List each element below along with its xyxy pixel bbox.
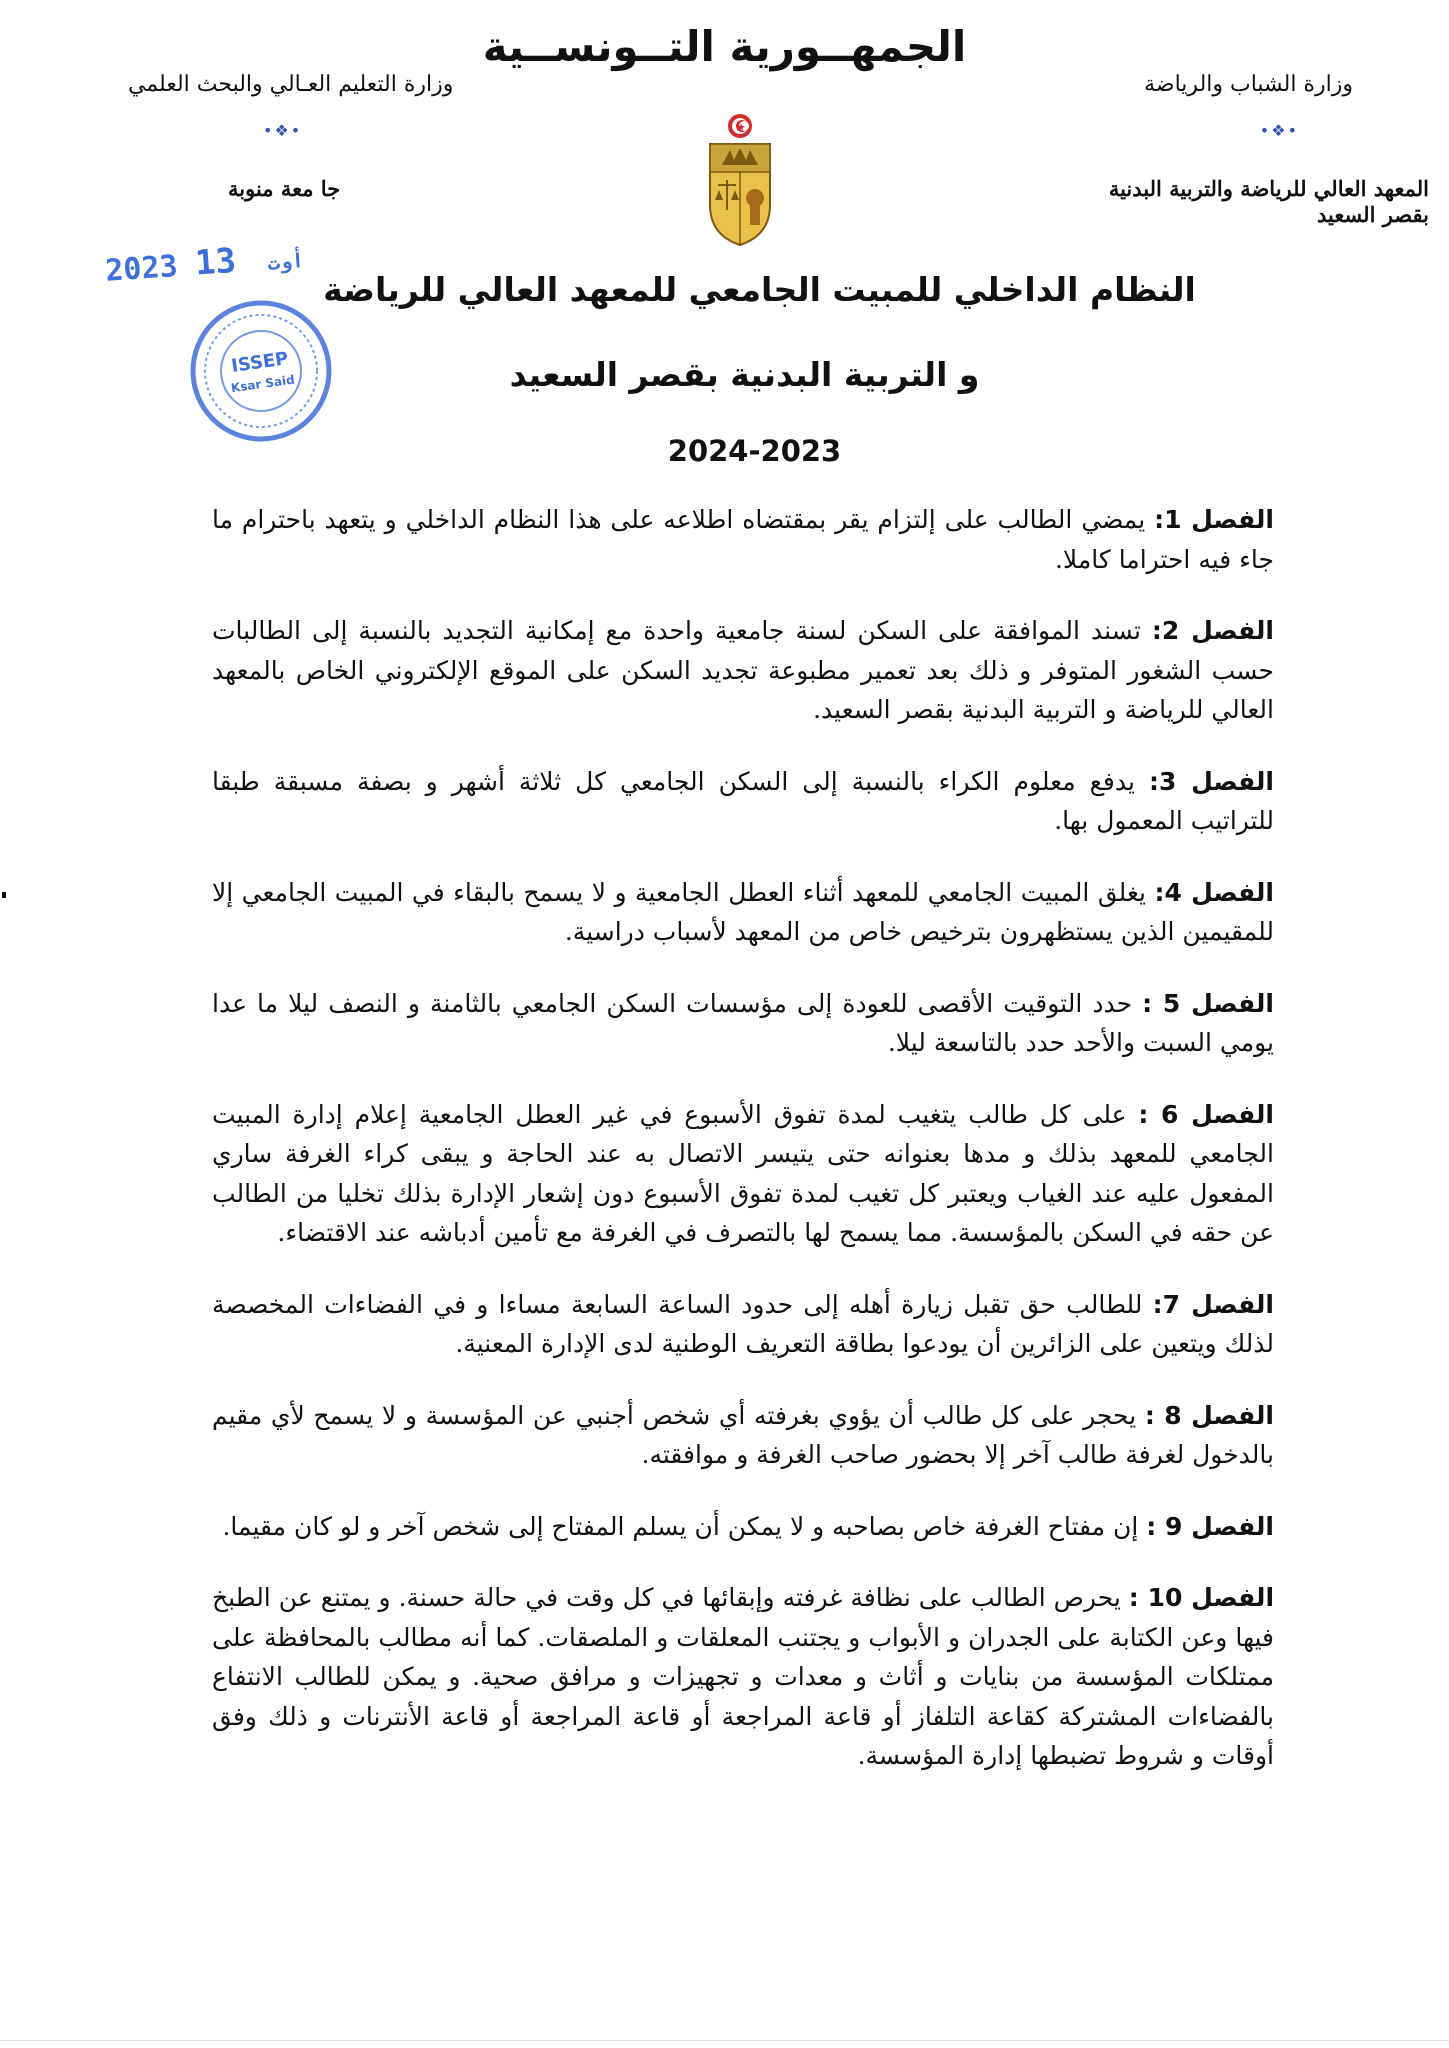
article-text: يدفع معلوم الكراء بالنسبة إلى السكن الجامعي كل ثلاثة أشهر و بصفة مسبقة طبقا للتراتيب المعمول بها. [212, 766, 1274, 835]
article-text: يمضي الطالب على إلتزام يقر بمقتضاه اطلاعه على هذا النظام الداخلي و يتعهد باحترام ما جاء فيه احتراما كاملا. [212, 505, 1274, 574]
article-text: حدد التوقيت الأقصى للعودة إلى مؤسسات السكن الجامعي بالثامنة و النصف ليلا ما عدا يومي السبت والأحد حدد بالتاسعة ليلا. [212, 988, 1274, 1057]
article-text: يحجر على كل طالب أن يؤوي بغرفته أي شخص أجنبي عن المؤسسة و لا يسمح لأي مقيم بالدخول لغرفة طالب آخر إلا بحضور صاحب الغرفة و موافقته. [212, 1400, 1274, 1469]
institute-line1: المعهد العالي للرياضة والتربية البدنية [1108, 176, 1429, 201]
republic-heading: الجمهــورية التــونســية [482, 22, 967, 71]
article-label: الفصل 2: [1151, 616, 1274, 645]
stamp-month: أوت [266, 248, 305, 275]
article-8 [212, 1396, 1274, 1475]
ministry-higher-education: وزارة التعليم العـالي والبحث العلمي [128, 72, 454, 97]
article-5 [212, 984, 1274, 1063]
article-label: الفصل 10 : [1128, 1583, 1275, 1612]
article-9 [212, 1507, 1274, 1547]
scan-margin-mark [2, 892, 6, 898]
article-2 [212, 611, 1274, 730]
article-label: الفصل 8 : [1144, 1400, 1274, 1430]
article-3 [212, 762, 1274, 841]
article-7 [212, 1285, 1274, 1364]
article-label: الفصل 3: [1148, 766, 1274, 796]
article-text: يغلق المبيت الجامعي للمعهد أثناء العطل الجامعية و لا يسمح بالبقاء في المبيت الجامعي إلا للمقيمين الذين يستظهرون بترخيص خاص من المعهد لأسباب دراسية. [212, 877, 1274, 946]
stamp-day: 13 [193, 240, 238, 284]
seal-text-top: ISSEP [229, 348, 290, 377]
document-title-line1: النظام الداخلي للمبيت الجامعي للمعهد العالي للرياضة [323, 270, 1196, 309]
institute-line2: بقصر السعيد [1316, 202, 1429, 227]
scan-bottom-edge [0, 2040, 1449, 2041]
academic-year: 2024-2023 [667, 434, 842, 468]
article-label: الفصل 1: [1154, 505, 1275, 534]
stamp-year: 2023 [104, 248, 179, 289]
article-label: الفصل 7: [1152, 1289, 1275, 1319]
university-name: جا معة منوبة [228, 176, 341, 201]
ornament-right: •❖• [1259, 121, 1299, 140]
article-label: الفصل 6 : [1138, 1099, 1274, 1129]
articles-body [212, 500, 1274, 1808]
coat-of-arms-icon [700, 110, 780, 250]
article-text: إن مفتاح الغرفة خاص بصاحبه و لا يمكن أن يسلم المفتاح إلى شخص آخر و لو كان مقيما. [222, 1511, 1147, 1541]
article-text: يحرص الطالب على نظافة غرفته وإبقائها في كل وقت في حالة حسنة. و يمتنع عن الطبخ فيها وعن الكتابة على الجدران و الأبواب و يجتنب المعلقات و الملصقات. كما أنه مطالب بالمحافظة على ممتلكات المؤسسة من بنايات و أثاث و معدات و تجهيزات و مرافق صحية. و يمكن للطالب الانتفاع بالفضاءات المشتركة كقاعة التلفاز أو قاعة المراجعة أو قاعة المراجعة أو قاعة الأنترنات و ذلك وفق أوقات و شروط تضبطها إدارة المؤسسة. [212, 1583, 1274, 1770]
article-text: تسند الموافقة على السكن لسنة جامعية واحدة مع إمكانية التجديد بالنسبة إلى الطالبات حسب الشغور المتوفر و ذلك بعد تعمير مطبوعة تجديد السكن على الموقع الإلكتروني الخاص بالمعهد العالي للرياضة و التربية البدنية بقصر السعيد. [212, 616, 1274, 724]
article-label: الفصل 5 : [1142, 988, 1274, 1018]
article-text: على كل طالب يتغيب لمدة تفوق الأسبوع في غير العطل الجامعية إعلام إدارة المبيت الجامعي للمعهد بذلك و مدها بعنوانه حتى يتيسر الاتصال به عند الحاجة و يبقى كراء الغرفة ساري المفعول عليه عند الغياب ويعتبر كل تغيب لمدة تفوق الأسبوع دون إشعار الإدارة بذلك تخليا من الطالب عن حقه في السكن بالمؤسسة. مما يسمح لها بالتصرف في الغرفة مع تأمين أدباشه عند الاقتضاء. [212, 1099, 1274, 1247]
article-label: الفصل 4: [1154, 877, 1274, 907]
article-4 [212, 873, 1274, 952]
article-1 [212, 500, 1274, 579]
seal-text-bottom: Ksar Said [230, 372, 296, 396]
article-6 [212, 1095, 1274, 1253]
institute-name [1109, 176, 1429, 228]
article-10 [212, 1578, 1274, 1776]
ornament-left: •❖• [263, 121, 303, 140]
article-text: للطالب حق تقبل زيارة أهله إلى حدود الساعة السابعة مساءا و في الفضاءات المخصصة لذلك ويتعين على الزائرين أن يودعوا بطاقة التعريف الوطنية لدى الإدارة المعنية. [212, 1289, 1274, 1358]
article-label: الفصل 9 : [1146, 1511, 1274, 1541]
ministry-youth-sports: وزارة الشباب والرياضة [1144, 72, 1353, 97]
document-title-line2: و التربية البدنية بقصر السعيد [509, 355, 980, 394]
